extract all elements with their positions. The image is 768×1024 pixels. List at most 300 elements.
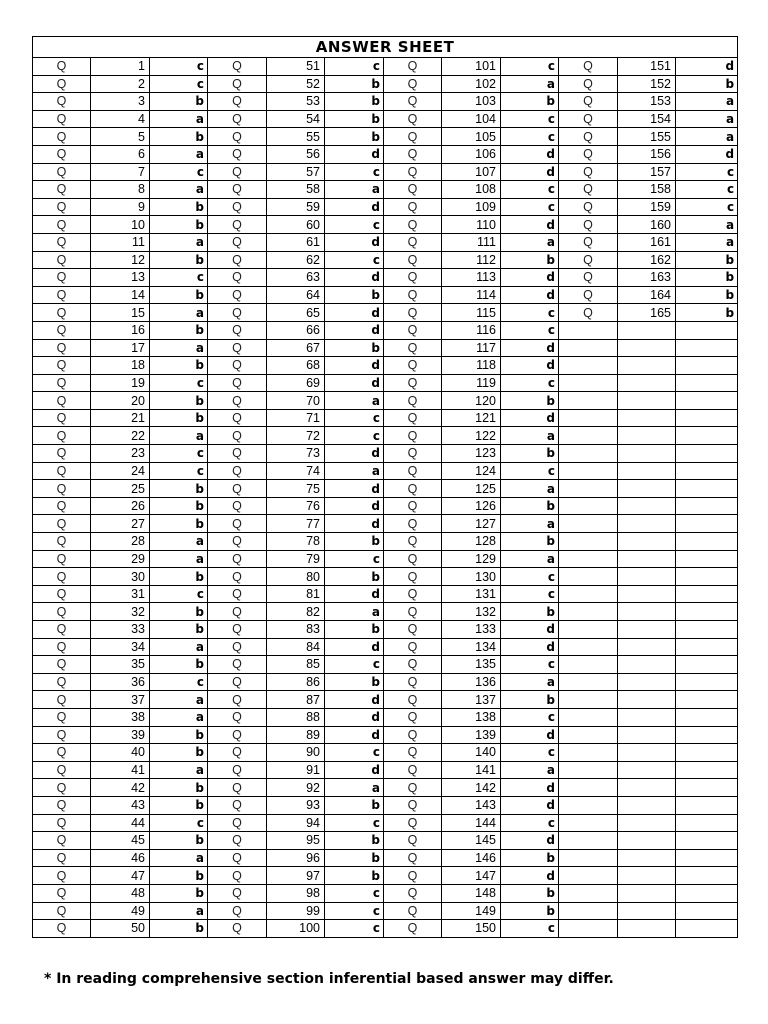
answer-value: a [325, 462, 384, 480]
question-label: Q [33, 286, 91, 304]
table-row [33, 233, 738, 251]
question-number: 12 [91, 251, 150, 269]
question-label: Q [208, 867, 267, 885]
question-label: Q [33, 796, 91, 814]
table-row [33, 585, 738, 603]
question-number: 101 [442, 58, 501, 76]
answer-value: c [325, 251, 384, 269]
table-row [33, 621, 738, 639]
question-label: Q [208, 920, 267, 938]
question-label: Q [559, 145, 618, 163]
question-number: 133 [442, 621, 501, 639]
question-number: 139 [442, 726, 501, 744]
question-number: 85 [267, 656, 325, 674]
question-number: 41 [91, 761, 150, 779]
question-label: Q [384, 93, 442, 111]
answer-value: a [501, 515, 559, 533]
question-number: 33 [91, 621, 150, 639]
question-number: 140 [442, 744, 501, 762]
question-number: 94 [267, 814, 325, 832]
answer-value: a [676, 110, 738, 128]
answer-value: d [325, 726, 384, 744]
answer-value: a [501, 233, 559, 251]
table-row [33, 497, 738, 515]
answer-value: c [150, 585, 208, 603]
answer-value: d [325, 269, 384, 287]
question-number: 5 [91, 128, 150, 146]
question-number: 61 [267, 233, 325, 251]
empty-cell [559, 480, 618, 498]
question-number: 78 [267, 533, 325, 551]
question-number: 132 [442, 603, 501, 621]
question-label: Q [208, 621, 267, 639]
answer-value: b [501, 902, 559, 920]
empty-cell [618, 779, 676, 797]
empty-cell [559, 497, 618, 515]
answer-value: b [676, 304, 738, 322]
table-row [33, 409, 738, 427]
question-number: 108 [442, 181, 501, 199]
question-number: 35 [91, 656, 150, 674]
answer-value: a [325, 603, 384, 621]
question-label: Q [384, 321, 442, 339]
table-row [33, 867, 738, 885]
question-number: 21 [91, 409, 150, 427]
question-label: Q [208, 779, 267, 797]
answer-value: b [150, 621, 208, 639]
question-label: Q [33, 902, 91, 920]
answer-value: b [325, 832, 384, 850]
answer-value: b [150, 832, 208, 850]
question-label: Q [33, 75, 91, 93]
answer-value: d [501, 286, 559, 304]
question-number: 44 [91, 814, 150, 832]
answer-value: a [150, 339, 208, 357]
question-label: Q [384, 339, 442, 357]
empty-cell [618, 427, 676, 445]
question-number: 92 [267, 779, 325, 797]
question-number: 11 [91, 233, 150, 251]
answer-value: c [150, 374, 208, 392]
answer-value: d [325, 304, 384, 322]
question-number: 143 [442, 796, 501, 814]
empty-cell [676, 409, 738, 427]
question-number: 111 [442, 233, 501, 251]
answer-value: c [501, 128, 559, 146]
empty-cell [618, 357, 676, 375]
answer-value: b [325, 621, 384, 639]
question-number: 127 [442, 515, 501, 533]
question-label: Q [559, 163, 618, 181]
question-number: 135 [442, 656, 501, 674]
empty-cell [559, 849, 618, 867]
question-number: 124 [442, 462, 501, 480]
question-label: Q [208, 181, 267, 199]
empty-cell [676, 638, 738, 656]
question-number: 87 [267, 691, 325, 709]
question-label: Q [384, 181, 442, 199]
question-label: Q [208, 726, 267, 744]
answer-value: a [150, 181, 208, 199]
empty-cell [618, 884, 676, 902]
table-row [33, 638, 738, 656]
empty-cell [559, 515, 618, 533]
question-number: 39 [91, 726, 150, 744]
question-label: Q [384, 251, 442, 269]
question-number: 79 [267, 550, 325, 568]
question-number: 56 [267, 145, 325, 163]
empty-cell [676, 533, 738, 551]
question-number: 106 [442, 145, 501, 163]
answer-value: b [325, 286, 384, 304]
question-label: Q [559, 93, 618, 111]
answer-value: b [150, 568, 208, 586]
answer-value: c [150, 163, 208, 181]
answer-value: b [501, 251, 559, 269]
question-number: 155 [618, 128, 676, 146]
question-number: 130 [442, 568, 501, 586]
question-label: Q [33, 621, 91, 639]
empty-cell [676, 568, 738, 586]
question-label: Q [384, 462, 442, 480]
answer-value: a [150, 233, 208, 251]
question-label: Q [33, 251, 91, 269]
question-label: Q [384, 867, 442, 885]
question-number: 60 [267, 216, 325, 234]
question-number: 110 [442, 216, 501, 234]
question-label: Q [559, 75, 618, 93]
question-number: 164 [618, 286, 676, 304]
empty-cell [618, 744, 676, 762]
empty-cell [676, 445, 738, 463]
answer-value: a [150, 849, 208, 867]
question-label: Q [384, 409, 442, 427]
answer-value: b [150, 744, 208, 762]
question-label: Q [384, 884, 442, 902]
question-label: Q [384, 603, 442, 621]
question-label: Q [33, 585, 91, 603]
question-number: 8 [91, 181, 150, 199]
question-label: Q [384, 708, 442, 726]
answer-value: d [501, 163, 559, 181]
empty-cell [559, 920, 618, 938]
question-label: Q [208, 568, 267, 586]
empty-cell [676, 761, 738, 779]
empty-cell [618, 849, 676, 867]
empty-cell [618, 920, 676, 938]
answer-value: b [325, 796, 384, 814]
question-label: Q [559, 58, 618, 76]
question-number: 43 [91, 796, 150, 814]
question-number: 14 [91, 286, 150, 304]
question-label: Q [33, 761, 91, 779]
question-number: 3 [91, 93, 150, 111]
table-row [33, 884, 738, 902]
answer-value: b [325, 849, 384, 867]
question-label: Q [208, 462, 267, 480]
question-label: Q [384, 497, 442, 515]
question-number: 42 [91, 779, 150, 797]
question-label: Q [208, 533, 267, 551]
question-label: Q [384, 163, 442, 181]
question-label: Q [384, 796, 442, 814]
empty-cell [676, 708, 738, 726]
question-number: 24 [91, 462, 150, 480]
table-row [33, 832, 738, 850]
empty-cell [618, 409, 676, 427]
empty-cell [618, 691, 676, 709]
question-number: 95 [267, 832, 325, 850]
question-number: 23 [91, 445, 150, 463]
answer-value: c [501, 58, 559, 76]
question-number: 153 [618, 93, 676, 111]
table-row [33, 814, 738, 832]
question-label: Q [384, 744, 442, 762]
empty-cell [676, 691, 738, 709]
question-number: 9 [91, 198, 150, 216]
empty-cell [676, 462, 738, 480]
empty-cell [676, 744, 738, 762]
question-label: Q [384, 656, 442, 674]
question-label: Q [33, 779, 91, 797]
table-row [33, 849, 738, 867]
question-label: Q [208, 515, 267, 533]
table-row [33, 550, 738, 568]
empty-cell [676, 796, 738, 814]
answer-value: d [325, 691, 384, 709]
question-label: Q [559, 251, 618, 269]
empty-cell [618, 374, 676, 392]
question-number: 48 [91, 884, 150, 902]
answer-value: c [501, 708, 559, 726]
question-label: Q [33, 93, 91, 111]
question-label: Q [33, 884, 91, 902]
answer-value: b [150, 884, 208, 902]
answer-value: c [501, 568, 559, 586]
question-label: Q [33, 181, 91, 199]
question-label: Q [33, 145, 91, 163]
answer-value: a [501, 761, 559, 779]
answer-value: b [150, 392, 208, 410]
question-label: Q [559, 304, 618, 322]
empty-cell [618, 550, 676, 568]
question-label: Q [33, 497, 91, 515]
question-number: 100 [267, 920, 325, 938]
question-number: 117 [442, 339, 501, 357]
question-number: 144 [442, 814, 501, 832]
question-number: 54 [267, 110, 325, 128]
table-row [33, 691, 738, 709]
answer-value: b [501, 849, 559, 867]
answer-value: d [501, 832, 559, 850]
empty-cell [559, 867, 618, 885]
question-label: Q [33, 832, 91, 850]
question-label: Q [33, 233, 91, 251]
answer-value: d [325, 445, 384, 463]
question-number: 20 [91, 392, 150, 410]
question-label: Q [384, 145, 442, 163]
answer-value: b [501, 93, 559, 111]
question-number: 25 [91, 480, 150, 498]
empty-cell [559, 533, 618, 551]
question-label: Q [208, 427, 267, 445]
answer-value: c [501, 321, 559, 339]
answer-value: d [501, 216, 559, 234]
question-number: 81 [267, 585, 325, 603]
answer-value: c [150, 75, 208, 93]
answer-value: b [501, 392, 559, 410]
question-number: 66 [267, 321, 325, 339]
question-label: Q [384, 533, 442, 551]
question-number: 115 [442, 304, 501, 322]
answer-value: b [150, 409, 208, 427]
question-label: Q [384, 585, 442, 603]
question-number: 58 [267, 181, 325, 199]
question-label: Q [208, 409, 267, 427]
table-row [33, 216, 738, 234]
question-label: Q [208, 233, 267, 251]
empty-cell [559, 814, 618, 832]
empty-cell [559, 796, 618, 814]
answer-value: c [150, 269, 208, 287]
question-label: Q [208, 251, 267, 269]
empty-cell [618, 656, 676, 674]
answer-value: c [325, 884, 384, 902]
question-number: 146 [442, 849, 501, 867]
question-label: Q [384, 304, 442, 322]
question-label: Q [33, 110, 91, 128]
question-number: 102 [442, 75, 501, 93]
question-label: Q [208, 603, 267, 621]
empty-cell [618, 814, 676, 832]
empty-cell [559, 427, 618, 445]
question-label: Q [208, 110, 267, 128]
table-row [33, 181, 738, 199]
question-label: Q [208, 796, 267, 814]
sheet-title: ANSWER SHEET [33, 37, 738, 58]
answer-value: b [150, 497, 208, 515]
empty-cell [618, 673, 676, 691]
question-label: Q [384, 110, 442, 128]
question-label: Q [33, 603, 91, 621]
answer-value: d [501, 779, 559, 797]
table-row [33, 145, 738, 163]
question-number: 63 [267, 269, 325, 287]
answer-value: a [150, 708, 208, 726]
answer-value: b [325, 93, 384, 111]
question-number: 118 [442, 357, 501, 375]
question-label: Q [384, 920, 442, 938]
answer-value: c [325, 409, 384, 427]
question-label: Q [208, 708, 267, 726]
question-number: 45 [91, 832, 150, 850]
question-number: 19 [91, 374, 150, 392]
answer-value: a [501, 550, 559, 568]
table-row [33, 339, 738, 357]
question-number: 47 [91, 867, 150, 885]
empty-cell [676, 849, 738, 867]
question-label: Q [208, 497, 267, 515]
empty-cell [559, 374, 618, 392]
answer-value: a [150, 145, 208, 163]
answer-value: d [501, 145, 559, 163]
question-number: 36 [91, 673, 150, 691]
empty-cell [559, 656, 618, 674]
question-number: 151 [618, 58, 676, 76]
answer-value: d [325, 515, 384, 533]
question-label: Q [33, 392, 91, 410]
question-number: 26 [91, 497, 150, 515]
empty-cell [559, 568, 618, 586]
answer-value: a [150, 638, 208, 656]
question-number: 145 [442, 832, 501, 850]
answer-value: c [501, 814, 559, 832]
table-row [33, 656, 738, 674]
question-label: Q [384, 515, 442, 533]
question-label: Q [384, 427, 442, 445]
empty-cell [618, 392, 676, 410]
table-row [33, 920, 738, 938]
answer-value: d [501, 409, 559, 427]
question-number: 31 [91, 585, 150, 603]
empty-cell [559, 884, 618, 902]
empty-cell [559, 321, 618, 339]
question-number: 161 [618, 233, 676, 251]
answer-value: c [501, 585, 559, 603]
question-label: Q [384, 550, 442, 568]
table-row [33, 58, 738, 76]
question-number: 149 [442, 902, 501, 920]
answer-value: b [150, 867, 208, 885]
answer-value: c [325, 216, 384, 234]
empty-cell [618, 515, 676, 533]
table-row [33, 462, 738, 480]
question-number: 77 [267, 515, 325, 533]
question-number: 7 [91, 163, 150, 181]
answer-value: d [325, 145, 384, 163]
question-number: 76 [267, 497, 325, 515]
empty-cell [559, 357, 618, 375]
question-number: 114 [442, 286, 501, 304]
answer-value: d [325, 357, 384, 375]
question-number: 59 [267, 198, 325, 216]
question-number: 30 [91, 568, 150, 586]
question-label: Q [208, 198, 267, 216]
table-row [33, 392, 738, 410]
question-label: Q [33, 128, 91, 146]
answer-value: d [325, 761, 384, 779]
question-label: Q [33, 515, 91, 533]
question-number: 38 [91, 708, 150, 726]
answer-value: d [501, 339, 559, 357]
question-number: 116 [442, 321, 501, 339]
question-number: 65 [267, 304, 325, 322]
question-number: 67 [267, 339, 325, 357]
answer-value: b [150, 726, 208, 744]
question-number: 52 [267, 75, 325, 93]
question-label: Q [384, 480, 442, 498]
question-number: 22 [91, 427, 150, 445]
answer-value: a [325, 779, 384, 797]
question-number: 103 [442, 93, 501, 111]
question-label: Q [384, 761, 442, 779]
question-number: 123 [442, 445, 501, 463]
answer-value: c [501, 110, 559, 128]
table-row [33, 445, 738, 463]
answer-value: b [676, 286, 738, 304]
empty-cell [618, 445, 676, 463]
answer-value: d [325, 480, 384, 498]
